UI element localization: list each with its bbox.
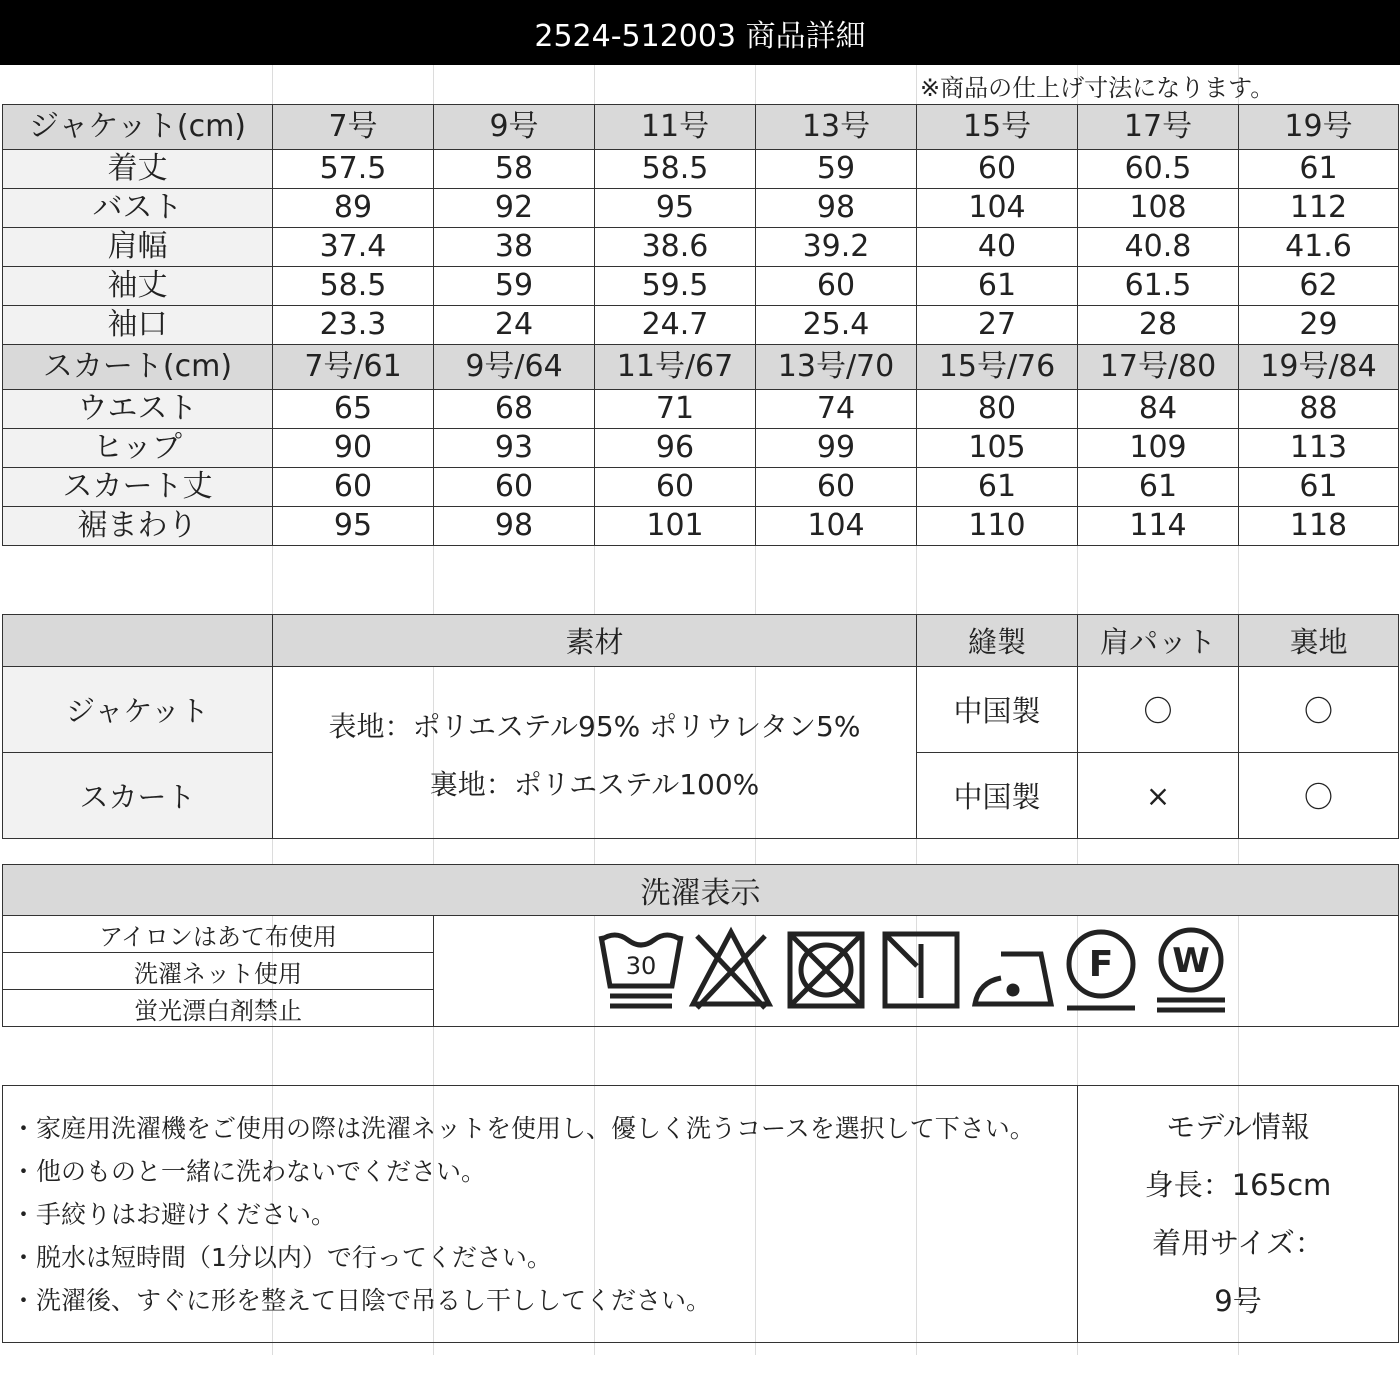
size-table bbox=[2, 104, 1399, 546]
jacket-row bbox=[3, 189, 1399, 228]
measurement-value: 61 bbox=[1239, 150, 1399, 189]
jacket-header-row bbox=[3, 105, 1399, 150]
measurement-label: バスト bbox=[3, 189, 273, 228]
size-header: 9号 bbox=[434, 105, 595, 150]
measurement-value: 109 bbox=[1078, 429, 1239, 468]
lining-value: 〇 bbox=[1239, 667, 1399, 753]
size-header: 13号/70 bbox=[756, 345, 917, 390]
measurement-value: 104 bbox=[917, 189, 1078, 228]
measurement-value: 62 bbox=[1239, 267, 1399, 306]
measurement-value: 24.7 bbox=[595, 306, 756, 345]
model-info-title: モデル情報 bbox=[1166, 1110, 1310, 1144]
measurement-value: 58 bbox=[434, 150, 595, 189]
measurement-value: 60 bbox=[756, 267, 917, 306]
measurement-value: 40.8 bbox=[1078, 228, 1239, 267]
material-table bbox=[2, 614, 1399, 839]
shoulder-pad-header: 肩パット bbox=[1078, 615, 1239, 667]
measurement-value: 27 bbox=[917, 306, 1078, 345]
measurement-value: 95 bbox=[595, 189, 756, 228]
measurement-value: 60 bbox=[917, 150, 1078, 189]
sewing-header: 縫製 bbox=[917, 615, 1078, 667]
material-composition bbox=[273, 667, 917, 839]
care-note: ・脱水は短時間（1分以内）で行ってください。 bbox=[11, 1242, 552, 1272]
measurement-value: 108 bbox=[1078, 189, 1239, 228]
page-title: 2524-512003 商品詳細 bbox=[0, 0, 1400, 65]
washing-table bbox=[2, 864, 1399, 1027]
shoulder-pad-value: 〇 bbox=[1078, 667, 1239, 753]
skirt-row bbox=[3, 390, 1399, 429]
care-note: ・家庭用洗濯機をご使用の際は洗濯ネットを使用し、優しく洗うコースを選択して下さい。 bbox=[11, 1113, 1035, 1143]
measurement-value: 71 bbox=[595, 390, 756, 429]
material-line-outer: 表地：ポリエステル95% ポリウレタン5% bbox=[328, 709, 861, 743]
skirt-row bbox=[3, 507, 1399, 546]
material-row-label: スカート bbox=[3, 753, 273, 839]
care-note: ・他のものと一緒に洗わないでください。 bbox=[11, 1156, 487, 1186]
measurement-value: 61.5 bbox=[1078, 267, 1239, 306]
measurement-value: 101 bbox=[595, 507, 756, 546]
measurement-value: 61 bbox=[1239, 468, 1399, 507]
material-header-row bbox=[3, 615, 1399, 667]
jacket-row bbox=[3, 267, 1399, 306]
measurement-value: 89 bbox=[273, 189, 434, 228]
model-info bbox=[1078, 1086, 1399, 1343]
size-header: 9号/64 bbox=[434, 345, 595, 390]
size-header: 13号 bbox=[756, 105, 917, 150]
measurement-value: 93 bbox=[434, 429, 595, 468]
size-header: 19号 bbox=[1239, 105, 1399, 150]
measurement-value: 59 bbox=[434, 267, 595, 306]
care-symbols-svg bbox=[596, 926, 1236, 1016]
wash-30-gentle-icon bbox=[601, 935, 681, 1006]
measurement-value: 59 bbox=[756, 150, 917, 189]
model-height: 身長：165cm bbox=[1144, 1168, 1332, 1202]
measurement-value: 88 bbox=[1239, 390, 1399, 429]
measurement-value: 84 bbox=[1078, 390, 1239, 429]
size-header: 15号 bbox=[917, 105, 1078, 150]
measurement-label: ヒップ bbox=[3, 429, 273, 468]
skirt-header-label: スカート(cm) bbox=[3, 345, 273, 390]
jacket-row bbox=[3, 150, 1399, 189]
size-header: 11号/67 bbox=[595, 345, 756, 390]
measurement-value: 68 bbox=[434, 390, 595, 429]
skirt-row bbox=[3, 429, 1399, 468]
measurement-value: 60.5 bbox=[1078, 150, 1239, 189]
size-header: 15号/76 bbox=[917, 345, 1078, 390]
measurement-label: 袖口 bbox=[3, 306, 273, 345]
dimension-note: ※商品の仕上げ寸法になります。 bbox=[920, 74, 1275, 102]
measurement-value: 61 bbox=[917, 267, 1078, 306]
measurement-value: 113 bbox=[1239, 429, 1399, 468]
measurement-value: 95 bbox=[273, 507, 434, 546]
measurement-value: 40 bbox=[917, 228, 1078, 267]
model-size-value: 9号 bbox=[1214, 1284, 1262, 1318]
jacket-header-label: ジャケット(cm) bbox=[3, 105, 273, 150]
material-row-label: ジャケット bbox=[3, 667, 273, 753]
measurement-value: 61 bbox=[917, 468, 1078, 507]
measurement-value: 90 bbox=[273, 429, 434, 468]
measurement-value: 23.3 bbox=[273, 306, 434, 345]
skirt-header-row bbox=[3, 345, 1399, 390]
measurement-label: 肩幅 bbox=[3, 228, 273, 267]
measurement-value: 98 bbox=[756, 189, 917, 228]
washing-note: 洗濯ネット使用 bbox=[3, 953, 434, 990]
measurement-label: 裾まわり bbox=[3, 507, 273, 546]
no-bleach-icon bbox=[693, 932, 769, 1008]
jacket-row bbox=[3, 228, 1399, 267]
washing-note-row bbox=[3, 916, 1399, 953]
jacket-row bbox=[3, 306, 1399, 345]
svg-text:W: W bbox=[1172, 941, 1210, 981]
measurement-label: 着丈 bbox=[3, 150, 273, 189]
measurement-value: 58.5 bbox=[595, 150, 756, 189]
size-header: 7号/61 bbox=[273, 345, 434, 390]
model-size-label: 着用サイズ： bbox=[1152, 1226, 1324, 1260]
washing-title: 洗濯表示 bbox=[3, 865, 1399, 916]
sewing-value: 中国製 bbox=[917, 667, 1078, 753]
size-header: 11号 bbox=[595, 105, 756, 150]
lining-value: 〇 bbox=[1239, 753, 1399, 839]
measurement-value: 99 bbox=[756, 429, 917, 468]
measurement-value: 60 bbox=[434, 468, 595, 507]
material-row-jacket bbox=[3, 667, 1399, 753]
washing-note: アイロンはあて布使用 bbox=[3, 916, 434, 953]
measurement-label: 袖丈 bbox=[3, 267, 273, 306]
measurement-label: ウエスト bbox=[3, 390, 273, 429]
measurement-value: 96 bbox=[595, 429, 756, 468]
measurement-label: スカート丈 bbox=[3, 468, 273, 507]
measurement-value: 74 bbox=[756, 390, 917, 429]
material-line-lining: 裏地：ポリエステル100% bbox=[429, 767, 760, 801]
measurement-value: 59.5 bbox=[595, 267, 756, 306]
shoulder-pad-value: × bbox=[1078, 753, 1239, 839]
size-header: 17号 bbox=[1078, 105, 1239, 150]
care-note: ・手絞りはお避けください。 bbox=[11, 1199, 337, 1229]
measurement-value: 114 bbox=[1078, 507, 1239, 546]
size-header: 19号/84 bbox=[1239, 345, 1399, 390]
measurement-value: 37.4 bbox=[273, 228, 434, 267]
measurement-value: 25.4 bbox=[756, 306, 917, 345]
material-header: 素材 bbox=[273, 615, 917, 667]
no-tumble-dry-icon bbox=[790, 934, 862, 1006]
size-table-body bbox=[3, 105, 1399, 546]
wet-clean-w-icon bbox=[1157, 930, 1225, 1010]
sewing-value: 中国製 bbox=[917, 753, 1078, 839]
dry-clean-f-icon bbox=[1067, 932, 1135, 1008]
drip-dry-icon bbox=[885, 934, 957, 1006]
measurement-value: 39.2 bbox=[756, 228, 917, 267]
measurement-value: 28 bbox=[1078, 306, 1239, 345]
measurement-value: 110 bbox=[917, 507, 1078, 546]
material-header-blank bbox=[3, 615, 273, 667]
measurement-value: 104 bbox=[756, 507, 917, 546]
measurement-value: 38.6 bbox=[595, 228, 756, 267]
care-table bbox=[2, 1085, 1399, 1343]
care-symbols bbox=[434, 916, 1399, 1027]
measurement-value: 58.5 bbox=[273, 267, 434, 306]
svg-text:30: 30 bbox=[625, 952, 657, 980]
size-header: 7号 bbox=[273, 105, 434, 150]
measurement-value: 41.6 bbox=[1239, 228, 1399, 267]
skirt-row bbox=[3, 468, 1399, 507]
measurement-value: 92 bbox=[434, 189, 595, 228]
washing-note: 蛍光漂白剤禁止 bbox=[3, 990, 434, 1027]
measurement-value: 60 bbox=[595, 468, 756, 507]
measurement-value: 60 bbox=[273, 468, 434, 507]
washing-header-row bbox=[3, 865, 1399, 916]
measurement-value: 98 bbox=[434, 507, 595, 546]
measurement-value: 38 bbox=[434, 228, 595, 267]
measurement-value: 112 bbox=[1239, 189, 1399, 228]
measurement-value: 65 bbox=[273, 390, 434, 429]
care-note: ・洗濯後、すぐに形を整えて日陰で吊るし干ししてください。 bbox=[11, 1285, 712, 1315]
size-header: 17号/80 bbox=[1078, 345, 1239, 390]
measurement-value: 105 bbox=[917, 429, 1078, 468]
measurement-value: 118 bbox=[1239, 507, 1399, 546]
measurement-value: 57.5 bbox=[273, 150, 434, 189]
measurement-value: 80 bbox=[917, 390, 1078, 429]
care-notes bbox=[3, 1086, 1078, 1343]
svg-text:F: F bbox=[1088, 944, 1114, 985]
measurement-value: 60 bbox=[756, 468, 917, 507]
measurement-value: 61 bbox=[1078, 468, 1239, 507]
iron-low-icon bbox=[975, 954, 1051, 1004]
lining-header: 裏地 bbox=[1239, 615, 1399, 667]
care-row bbox=[3, 1086, 1399, 1343]
measurement-value: 24 bbox=[434, 306, 595, 345]
measurement-value: 29 bbox=[1239, 306, 1399, 345]
